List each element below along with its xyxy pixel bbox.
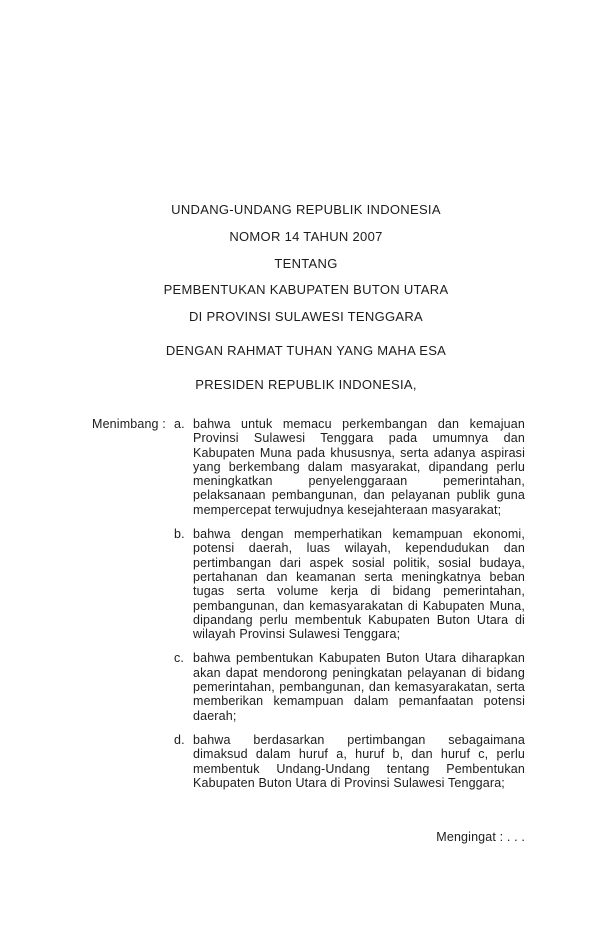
menimbang-item-d-letter: d. bbox=[174, 732, 185, 747]
menimbang-item-b-letter: b. bbox=[174, 527, 185, 542]
menimbang-item-c-letter: c. bbox=[174, 651, 185, 666]
menimbang-item-a-letter: a. bbox=[174, 417, 185, 431]
document-salutation: PRESIDEN REPUBLIK INDONESIA, bbox=[195, 377, 417, 392]
document-title-line-3: TENTANG bbox=[274, 256, 338, 271]
document-title-line-1: UNDANG-UNDANG REPUBLIK INDONESIA bbox=[171, 202, 441, 217]
menimbang-item-b bbox=[174, 527, 525, 641]
document-title-line-4: PEMBENTUKAN KABUPATEN BUTON UTARA bbox=[163, 282, 449, 297]
menimbang-item-b-text: bahwa dengan memperhatikan kemampuan ekonomi, potensi daerah, luas wilayah, kependudukan dan pertimbangan dari aspek sosial politik, sosial budaya, pertahanan dan keamanan serta meningkatnya beban tugas serta volume kerja di bidang pemerintahan, pembangunan, dan kemasyarakatan di Kabupaten Muna, dipandang perlu membentuk Kabupaten Buton Utara di wilayah Provinsi Sulawesi Tenggara; bbox=[193, 527, 525, 642]
menimbang-item-a bbox=[174, 417, 525, 517]
menimbang-item-d bbox=[174, 733, 525, 790]
menimbang-item-c-text: bahwa pembentukan Kabupaten Buton Utara diharapkan akan dapat mendorong peningkatan pelayanan di bidang pemerintahan, pembangunan, dan kemasyarakatan, serta memberikan kemampuan dalam pemanfaatan potensi daerah; bbox=[193, 651, 525, 723]
menimbang-item-d-text: bahwa berdasarkan pertimbangan sebagaimana dimaksud dalam huruf a, huruf b, dan huruf c, perlu membentuk Undang-Undang tentang Pembentukan Kabupaten Buton Utara di Provinsi Sulawesi Tenggara; bbox=[193, 732, 525, 790]
menimbang-label: Menimbang : bbox=[92, 417, 166, 431]
menimbang-section bbox=[92, 417, 525, 800]
menimbang-items bbox=[174, 417, 525, 800]
document-title-line-5: DI PROVINSI SULAWESI TENGGARA bbox=[188, 309, 424, 324]
menimbang-item-a-text: bahwa untuk memacu perkembangan dan kemajuan Provinsi Sulawesi Tenggara pada umumnya dan Kabupaten Muna pada khususnya, serta adanya aspirasi yang berkembang dalam masyarakat, dipandang perlu meningkatkan penyelenggaraan pemerintahan, pelaksanaan pembangunan, dan pelayanan publik guna mempercepat terwujudnya kesejahteraan masyarakat; bbox=[193, 417, 525, 517]
menimbang-item-c bbox=[174, 651, 525, 722]
document-motto: DENGAN RAHMAT TUHAN YANG MAHA ESA bbox=[165, 343, 447, 358]
document-title-line-2: NOMOR 14 TAHUN 2007 bbox=[229, 229, 383, 244]
catchword-mengingat: Mengingat : . . . bbox=[436, 830, 525, 844]
